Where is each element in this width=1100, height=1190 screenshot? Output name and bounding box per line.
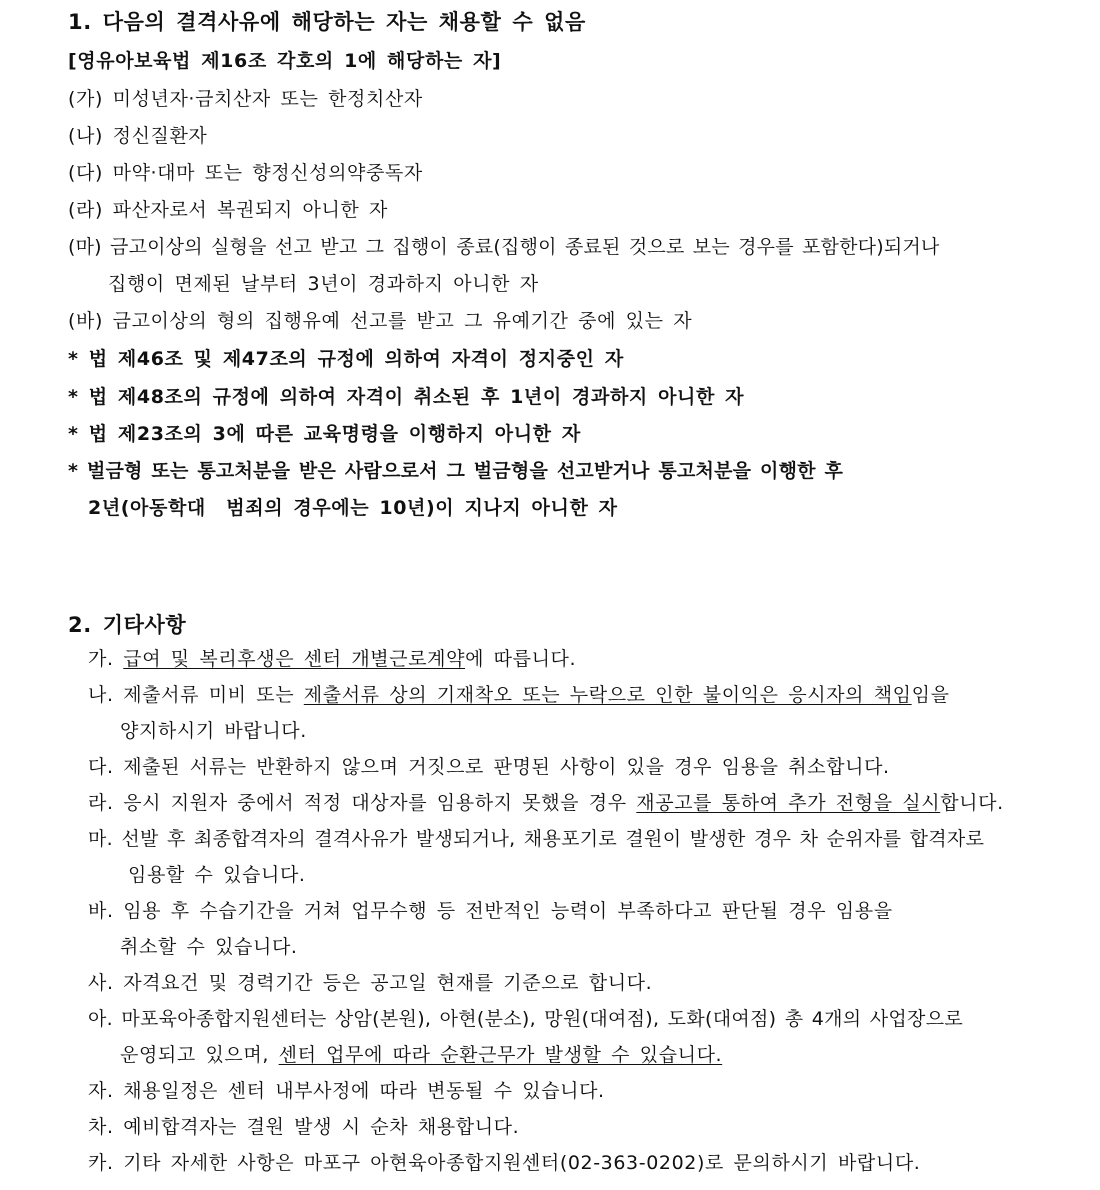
notice-item-ka: 카. 기타 자세한 사항은 마포구 아현육아종합지원센터(02-363-0202)로 문의하시기 바랍니다. (88, 1152, 921, 1174)
notice-item-na-continuation: 양지하시기 바랍니다. (120, 720, 307, 742)
notice-text: 에 따릅니다. (465, 648, 577, 670)
notice-item-sa: 사. 자격요건 및 경력기간 등은 공고일 현재를 기준으로 합니다. (88, 972, 653, 994)
notice-item-ja: 자. 채용일정은 센터 내부사정에 따라 변동될 수 있습니다. (88, 1080, 605, 1102)
notice-text: 라. 응시 지원자 중에서 적정 대상자를 임용하지 못했을 경우 (88, 792, 637, 814)
disqualification-item: (나) 정신질환자 (68, 125, 208, 147)
disqualification-item: (마) 금고이상의 실형을 선고 받고 그 집행이 종료(집행이 종료된 것으로 보는 경우를 포함한다)되거나 (68, 236, 940, 258)
law-note: * 법 제48조의 규정에 의하여 자격이 취소된 후 1년이 경과하지 아니한 자 (68, 386, 745, 408)
notice-text: 운영되고 있으며, (120, 1044, 279, 1066)
law-note: * 법 제23조의 3에 따른 교육명령을 이행하지 아니한 자 (68, 423, 581, 445)
law-note: * 벌금형 또는 통고처분을 받은 사람으로서 그 벌금형을 선고받거나 통고처분을 이행한 후 (68, 460, 844, 482)
disqualification-item: (라) 파산자로서 복권되지 아니한 자 (68, 199, 388, 221)
notice-item-na (88, 683, 950, 707)
law-note-continuation: 2년(아동학대 범죄의 경우에는 10년)이 지나지 아니한 자 (88, 497, 618, 519)
law-note: * 법 제46조 및 제47조의 규정에 의하여 자격이 정지중인 자 (68, 348, 624, 370)
notice-text: 나. 제출서류 미비 또는 (88, 684, 304, 706)
notice-item-aa-continuation (120, 1043, 722, 1067)
notice-underlined-text: 센터 업무에 따라 순환근무가 발생할 수 있습니다. (278, 1044, 723, 1066)
notice-underlined-text: 제출서류 상의 기재착오 또는 누락으로 인한 불이익은 응시자의 책임 (303, 684, 912, 706)
disqualification-item: (다) 마약·대마 또는 향정신성의약중독자 (68, 162, 423, 184)
disqualification-item: (바) 금고이상의 형의 집행유예 선고를 받고 그 유예기간 중에 있는 자 (68, 310, 693, 332)
section1-subtitle: [영유아보육법 제16조 각호의 1에 해당하는 자] (68, 50, 502, 72)
notice-item-da: 다. 제출된 서류는 반환하지 않으며 거짓으로 판명된 사항이 있을 경우 임용을 취소합니다. (88, 756, 890, 778)
notice-item-ra (88, 791, 1004, 815)
notice-item-cha: 차. 예비합격자는 결원 발생 시 순차 채용합니다. (88, 1116, 520, 1138)
disqualification-item: (가) 미성년자·금치산자 또는 한정치산자 (68, 88, 423, 110)
notice-item-ba-continuation: 취소할 수 있습니다. (120, 936, 298, 958)
notice-item-ga (88, 647, 576, 671)
notice-item-ma: 마. 선발 후 최종합격자의 결격사유가 발생되거나, 채용포기로 결원이 발생한 경우 차 순위자를 합격자로 (88, 828, 985, 850)
notice-item-ba: 바. 임용 후 수습기간을 거쳐 업무수행 등 전반적인 능력이 부족하다고 판단될 경우 임용을 (88, 900, 893, 922)
notice-underlined-text: 급여 및 복리후생은 센터 개별근로계약 (123, 648, 466, 670)
notice-text: 임을 (911, 684, 950, 706)
notice-item-ma-continuation: 임용할 수 있습니다. (128, 864, 306, 886)
section2-title: 2. 기타사항 (68, 613, 187, 637)
notice-text: 합니다. (940, 792, 1004, 814)
disqualification-item-continuation: 집행이 면제된 날부터 3년이 경과하지 아니한 자 (108, 273, 539, 295)
notice-underlined-text: 재공고를 통하여 추가 전형을 실시 (636, 792, 941, 814)
notice-text: 가. (88, 648, 124, 670)
notice-item-aa: 아. 마포육아종합지원센터는 상암(본원), 아현(분소), 망원(대여점), 도화(대여점) 총 4개의 사업장으로 (88, 1008, 964, 1030)
section1-title: 1. 다음의 결격사유에 해당하는 자는 채용할 수 없음 (68, 10, 586, 34)
